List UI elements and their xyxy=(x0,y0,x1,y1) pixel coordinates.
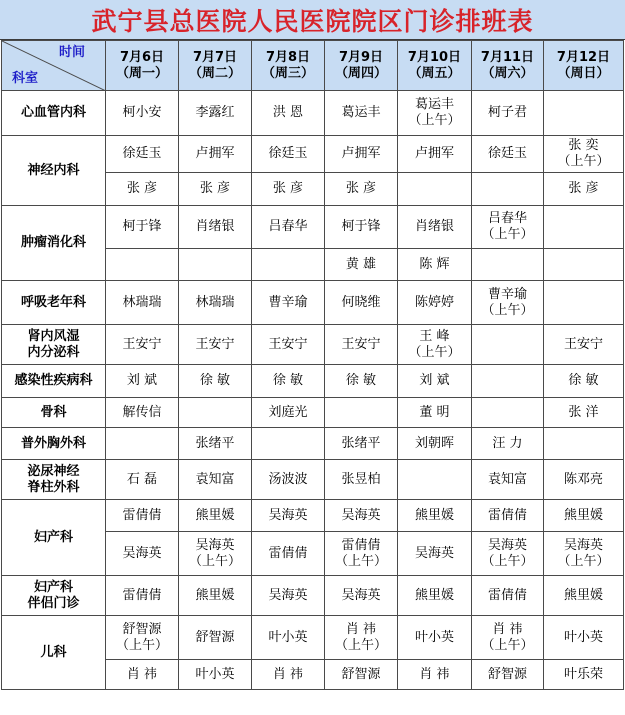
department-name-line: 神经内科 xyxy=(27,162,80,178)
schedule-cell xyxy=(398,281,472,325)
schedule-cell xyxy=(106,460,179,500)
day-header xyxy=(252,41,325,91)
department-name-line: 呼吸老年科 xyxy=(20,294,86,310)
schedule-cell xyxy=(472,428,544,460)
schedule-cell xyxy=(325,460,398,500)
schedule-cell xyxy=(106,136,179,173)
schedule-cell xyxy=(398,325,472,365)
doctor-name: 刘朝晖 xyxy=(414,435,454,451)
session-note: （上午） xyxy=(188,553,241,569)
doctor-name: 张昱柏 xyxy=(341,471,381,487)
schedule-row xyxy=(2,500,624,532)
schedule-cell xyxy=(398,365,472,398)
doctor-name: 卢拥军 xyxy=(341,146,381,161)
day-weekday: （周一） xyxy=(115,65,168,81)
schedule-cell xyxy=(252,206,325,249)
schedule-cell xyxy=(106,500,179,532)
schedule-cell xyxy=(252,460,325,500)
session-note: （上午） xyxy=(481,637,534,653)
department-name-line: 普外胸外科 xyxy=(20,435,86,451)
schedule-cell xyxy=(325,281,398,325)
session-note: （上午） xyxy=(334,553,387,569)
schedule-cell xyxy=(179,136,252,173)
schedule-cell xyxy=(179,616,252,660)
schedule-cell xyxy=(325,91,398,136)
doctor-name: 雷倩倩 xyxy=(487,507,527,523)
session-note: （上午） xyxy=(557,553,610,569)
doctor-name: 王安宁 xyxy=(195,336,235,352)
schedule-cell xyxy=(472,616,544,660)
schedule-cell xyxy=(398,91,472,136)
schedule-cell xyxy=(472,500,544,532)
department-name xyxy=(2,576,106,616)
schedule-cell xyxy=(252,616,325,660)
schedule-cell xyxy=(106,616,179,660)
schedule-cell xyxy=(252,281,325,325)
doctor-name: 张 彦 xyxy=(126,181,158,196)
doctor-name: 肖 祎 xyxy=(345,621,377,637)
doctor-name: 王安宁 xyxy=(563,336,603,352)
day-weekday: （周四） xyxy=(334,65,387,81)
schedule-cell xyxy=(252,91,325,136)
department-name xyxy=(2,281,106,325)
doctor-name: 熊里媛 xyxy=(563,507,603,523)
doctor-name: 肖 祎 xyxy=(272,666,304,682)
doctor-name: 吴海英 xyxy=(563,537,603,553)
page-title: 武宁县总医院人民医院院区门诊排班表 xyxy=(0,0,625,40)
schedule-cell xyxy=(106,428,179,460)
schedule-cell xyxy=(106,398,179,428)
doctor-name: 舒智源 xyxy=(195,629,235,645)
schedule-cell xyxy=(544,660,624,690)
schedule-cell xyxy=(398,616,472,660)
department-name xyxy=(2,500,106,576)
doctor-name: 吴海英 xyxy=(341,507,381,523)
schedule-cell xyxy=(544,173,624,206)
day-date: 7月11日 xyxy=(480,49,535,65)
department-name xyxy=(2,398,106,428)
doctor-name: 徐 敏 xyxy=(568,373,599,388)
schedule-cell xyxy=(398,532,472,576)
schedule-cell xyxy=(179,460,252,500)
schedule-cell xyxy=(325,398,398,428)
schedule-cell xyxy=(179,365,252,398)
schedule-cell xyxy=(544,532,624,576)
doctor-name: 熊里媛 xyxy=(414,507,454,523)
doctor-name: 石 磊 xyxy=(126,471,158,487)
doctor-name: 林瑞瑞 xyxy=(122,294,162,310)
schedule-cell xyxy=(472,281,544,325)
day-date: 7月12日 xyxy=(556,49,611,65)
doctor-name: 徐 敏 xyxy=(345,373,377,388)
day-date: 7月10日 xyxy=(407,49,462,65)
schedule-cell xyxy=(472,398,544,428)
schedule-cell xyxy=(106,173,179,206)
schedule-cell xyxy=(106,281,179,325)
department-name-line: 儿科 xyxy=(40,644,67,660)
day-header xyxy=(472,41,544,91)
doctor-name: 陈邓亮 xyxy=(563,471,603,487)
doctor-name: 熊里媛 xyxy=(414,587,454,603)
schedule-row xyxy=(2,136,624,173)
schedule-cell xyxy=(252,576,325,616)
department-name-line: 心血管内科 xyxy=(20,105,86,120)
day-header xyxy=(325,41,398,91)
doctor-name: 叶小英 xyxy=(195,666,235,682)
department-name-line: 伴侣门诊 xyxy=(27,595,80,611)
schedule-cell xyxy=(544,136,624,173)
schedule-cell xyxy=(252,365,325,398)
schedule-cell xyxy=(325,325,398,365)
schedule-cell xyxy=(179,428,252,460)
day-header xyxy=(106,41,179,91)
doctor-name: 卢拥军 xyxy=(414,146,454,161)
doctor-name: 雷倩倩 xyxy=(122,587,162,603)
schedule-cell xyxy=(472,91,544,136)
doctor-name: 柯于锋 xyxy=(341,219,381,234)
doctor-name: 肖 祎 xyxy=(492,621,523,637)
department-name-line: 内分泌科 xyxy=(27,344,80,360)
doctor-name: 肖绪银 xyxy=(414,219,454,234)
session-note: （上午） xyxy=(408,344,461,360)
doctor-name: 张 彦 xyxy=(199,181,231,196)
department-name-line: 妇产科 xyxy=(33,529,73,545)
schedule-cell xyxy=(544,460,624,500)
doctor-name: 吴海英 xyxy=(487,537,527,553)
department-name-line: 妇产科 xyxy=(33,579,73,595)
schedule-cell xyxy=(398,660,472,690)
schedule-cell xyxy=(325,532,398,576)
doctor-name: 吴海英 xyxy=(341,587,381,603)
schedule-cell xyxy=(106,206,179,249)
doctor-name: 袁知富 xyxy=(487,471,527,487)
doctor-name: 吴海英 xyxy=(122,545,162,561)
schedule-cell xyxy=(252,173,325,206)
schedule-row xyxy=(2,281,624,325)
doctor-name: 王 峰 xyxy=(419,328,450,344)
doctor-name: 葛运丰 xyxy=(414,97,454,112)
header-dept-label: 科室 xyxy=(12,71,39,86)
schedule-cell xyxy=(398,500,472,532)
doctor-name: 曹辛瑜 xyxy=(268,294,308,310)
schedule-cell xyxy=(179,91,252,136)
schedule-cell xyxy=(398,206,472,249)
schedule-cell xyxy=(544,281,624,325)
header-corner xyxy=(2,41,106,91)
day-header xyxy=(398,41,472,91)
doctor-name: 柯于锋 xyxy=(122,219,162,234)
schedule-cell xyxy=(398,428,472,460)
session-note: （上午） xyxy=(481,302,534,318)
day-date: 7月7日 xyxy=(192,49,238,65)
session-note: （上午） xyxy=(115,637,168,653)
schedule-row xyxy=(2,576,624,616)
schedule-cell xyxy=(544,398,624,428)
department-name-line: 泌尿神经 xyxy=(27,463,80,479)
day-date: 7月6日 xyxy=(119,49,165,65)
doctor-name: 张绪平 xyxy=(195,435,235,451)
department-name xyxy=(2,428,106,460)
schedule-cell xyxy=(106,325,179,365)
day-date: 7月9日 xyxy=(338,49,384,65)
doctor-name: 刘 斌 xyxy=(419,373,450,388)
schedule-cell xyxy=(325,428,398,460)
doctor-name: 刘庭光 xyxy=(268,404,308,420)
doctor-name: 雷倩倩 xyxy=(122,507,162,523)
doctor-name: 李露红 xyxy=(195,105,235,120)
schedule-cell xyxy=(544,91,624,136)
doctor-name: 徐廷玉 xyxy=(268,146,308,161)
doctor-name: 王安宁 xyxy=(122,336,162,352)
schedule-cell xyxy=(179,325,252,365)
doctor-name: 徐廷玉 xyxy=(122,146,162,161)
day-weekday: （周日） xyxy=(557,65,610,81)
schedule-cell xyxy=(544,500,624,532)
doctor-name: 吴海英 xyxy=(268,587,308,603)
doctor-name: 熊里媛 xyxy=(195,587,235,603)
doctor-name: 雷倩倩 xyxy=(487,587,527,603)
day-header xyxy=(179,41,252,91)
schedule-cell xyxy=(398,576,472,616)
doctor-name: 陈 辉 xyxy=(419,256,450,272)
department-name-line: 感染性疾病科 xyxy=(14,373,93,388)
schedule-cell xyxy=(544,428,624,460)
schedule-cell xyxy=(472,325,544,365)
doctor-name: 汪 力 xyxy=(492,435,523,451)
schedule-cell xyxy=(179,206,252,249)
schedule-cell xyxy=(179,500,252,532)
doctor-name: 舒智源 xyxy=(122,621,162,637)
schedule-cell xyxy=(106,660,179,690)
schedule-cell xyxy=(544,365,624,398)
doctor-name: 吴海英 xyxy=(195,537,235,553)
schedule-cell xyxy=(544,616,624,660)
doctor-name: 吕春华 xyxy=(487,211,527,226)
schedule-cell xyxy=(398,136,472,173)
doctor-name: 徐 敏 xyxy=(199,373,231,388)
department-name xyxy=(2,136,106,206)
schedule-cell xyxy=(179,249,252,281)
doctor-name: 张绪平 xyxy=(341,435,381,451)
day-header xyxy=(544,41,624,91)
doctor-name: 曹辛瑜 xyxy=(487,286,527,302)
schedule-cell xyxy=(252,249,325,281)
doctor-name: 董 明 xyxy=(419,404,450,420)
schedule-row xyxy=(2,616,624,660)
doctor-name: 柯小安 xyxy=(122,105,162,120)
doctor-name: 肖绪银 xyxy=(195,219,235,234)
schedule-cell xyxy=(325,576,398,616)
doctor-name: 林瑞瑞 xyxy=(195,294,235,310)
doctor-name: 雷倩倩 xyxy=(341,537,381,553)
schedule-cell xyxy=(325,365,398,398)
schedule-cell xyxy=(179,173,252,206)
schedule-cell xyxy=(252,532,325,576)
schedule-cell xyxy=(472,206,544,249)
doctor-name: 汤波波 xyxy=(268,471,308,487)
schedule-cell xyxy=(179,660,252,690)
doctor-name: 王安宁 xyxy=(268,336,308,352)
doctor-name: 王安宁 xyxy=(341,336,381,352)
department-name xyxy=(2,206,106,281)
session-note: （上午） xyxy=(557,154,610,169)
doctor-name: 叶乐荣 xyxy=(563,666,603,682)
schedule-cell xyxy=(472,576,544,616)
schedule-cell xyxy=(252,660,325,690)
schedule-cell xyxy=(398,249,472,281)
doctor-name: 叶小英 xyxy=(268,629,308,645)
day-weekday: （周六） xyxy=(481,65,534,81)
session-note: （上午） xyxy=(481,553,534,569)
schedule-cell xyxy=(472,173,544,206)
schedule-table xyxy=(1,40,624,690)
department-name xyxy=(2,365,106,398)
schedule-cell xyxy=(325,616,398,660)
schedule-cell xyxy=(472,249,544,281)
doctor-name: 柯子君 xyxy=(487,105,527,120)
schedule-cell xyxy=(252,398,325,428)
doctor-name: 吕春华 xyxy=(268,219,308,234)
schedule-cell xyxy=(325,500,398,532)
department-name-line: 骨科 xyxy=(40,404,67,420)
schedule-row xyxy=(2,398,624,428)
doctor-name: 肖 祎 xyxy=(419,666,450,682)
doctor-name: 刘 斌 xyxy=(126,373,158,388)
schedule-cell xyxy=(179,576,252,616)
doctor-name: 洪 恩 xyxy=(272,105,304,120)
schedule-cell xyxy=(179,398,252,428)
schedule-cell xyxy=(106,532,179,576)
doctor-name: 陈婷婷 xyxy=(414,294,454,310)
doctor-name: 雷倩倩 xyxy=(268,545,308,561)
schedule-cell xyxy=(325,249,398,281)
doctor-name: 徐 敏 xyxy=(272,373,304,388)
schedule-cell xyxy=(325,660,398,690)
schedule-cell xyxy=(472,460,544,500)
department-name xyxy=(2,616,106,690)
schedule-cell xyxy=(472,136,544,173)
doctor-name: 叶小英 xyxy=(414,629,454,645)
schedule-cell xyxy=(252,136,325,173)
day-weekday: （周二） xyxy=(188,65,241,81)
doctor-name: 熊里媛 xyxy=(195,507,235,523)
schedule-cell xyxy=(325,173,398,206)
doctor-name: 卢拥军 xyxy=(195,146,235,161)
doctor-name: 肖 祎 xyxy=(126,666,158,682)
schedule-cell xyxy=(325,206,398,249)
schedule-row xyxy=(2,91,624,136)
day-date: 7月8日 xyxy=(265,49,311,65)
doctor-name: 解传信 xyxy=(122,404,162,420)
schedule-cell xyxy=(544,206,624,249)
schedule-cell xyxy=(179,281,252,325)
schedule-row xyxy=(2,206,624,249)
session-note: （上午） xyxy=(481,227,534,242)
department-name xyxy=(2,325,106,365)
doctor-name: 张 奕 xyxy=(568,138,599,153)
schedule-cell xyxy=(472,660,544,690)
schedule-cell xyxy=(179,532,252,576)
schedule-cell xyxy=(252,325,325,365)
schedule-cell xyxy=(544,325,624,365)
schedule-row xyxy=(2,325,624,365)
department-name-line: 肾内风湿 xyxy=(27,328,80,344)
doctor-name: 熊里媛 xyxy=(563,587,603,603)
doctor-name: 徐廷玉 xyxy=(487,146,527,161)
schedule-cell xyxy=(398,460,472,500)
schedule-cell xyxy=(398,398,472,428)
doctor-name: 张 彦 xyxy=(568,181,599,196)
department-name-line: 肿瘤消化科 xyxy=(20,235,86,250)
doctor-name: 舒智源 xyxy=(487,666,527,682)
doctor-name: 舒智源 xyxy=(341,666,381,682)
department-name xyxy=(2,460,106,500)
day-weekday: （周三） xyxy=(261,65,314,81)
schedule-cell xyxy=(544,576,624,616)
doctor-name: 张 洋 xyxy=(568,404,599,420)
schedule-cell xyxy=(472,365,544,398)
schedule-row xyxy=(2,460,624,500)
schedule-cell xyxy=(325,136,398,173)
schedule-cell xyxy=(106,576,179,616)
session-note: （上午） xyxy=(408,113,461,128)
header-time-label: 时间 xyxy=(58,45,85,60)
schedule-cell xyxy=(106,91,179,136)
doctor-name: 吴海英 xyxy=(268,507,308,523)
schedule-row xyxy=(2,428,624,460)
schedule-cell xyxy=(252,500,325,532)
doctor-name: 何晓维 xyxy=(341,294,381,310)
doctor-name: 葛运丰 xyxy=(341,105,381,120)
doctor-name: 吴海英 xyxy=(414,545,454,561)
schedule-cell xyxy=(398,173,472,206)
doctor-name: 黄 雄 xyxy=(345,256,377,272)
schedule-cell xyxy=(106,249,179,281)
schedule-cell xyxy=(106,365,179,398)
schedule-cell xyxy=(544,249,624,281)
doctor-name: 张 彦 xyxy=(345,181,377,196)
session-note: （上午） xyxy=(334,637,387,653)
schedule-cell xyxy=(252,428,325,460)
doctor-name: 叶小英 xyxy=(563,629,603,645)
department-name xyxy=(2,91,106,136)
day-weekday: （周五） xyxy=(408,65,461,81)
doctor-name: 袁知富 xyxy=(195,471,235,487)
schedule-row xyxy=(2,365,624,398)
department-name-line: 脊柱外科 xyxy=(27,479,80,495)
doctor-name: 张 彦 xyxy=(272,181,304,196)
schedule-cell xyxy=(472,532,544,576)
